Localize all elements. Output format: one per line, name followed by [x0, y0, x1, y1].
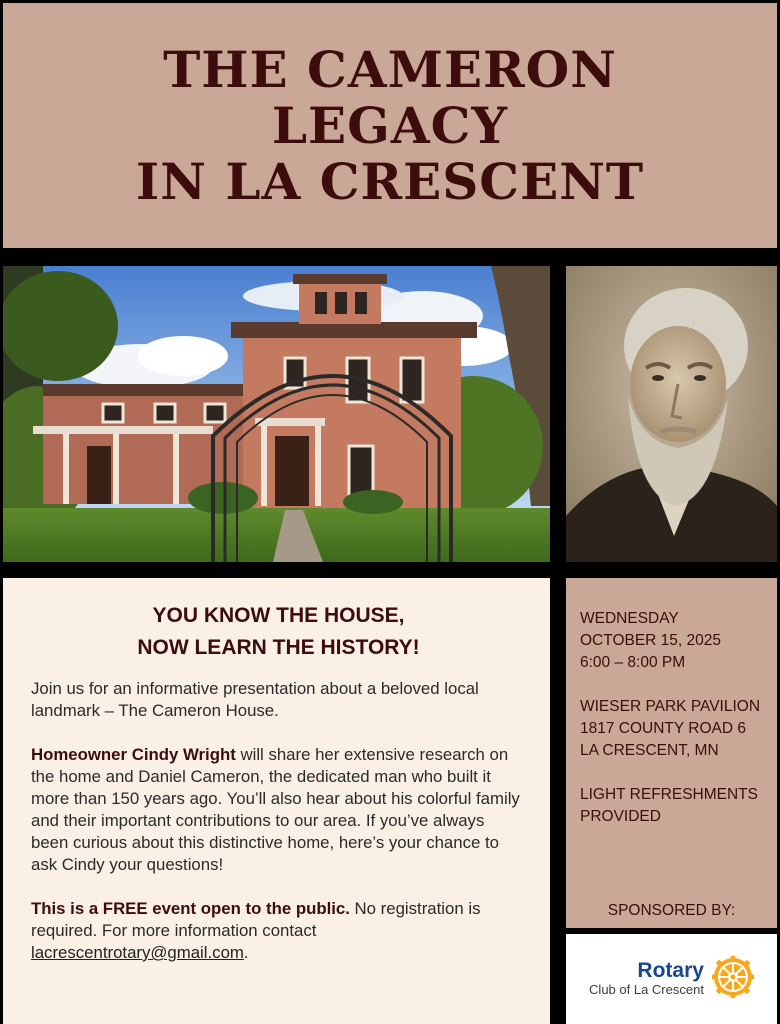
event-date: OCTOBER 15, 2025	[580, 632, 722, 649]
sponsored-by-label: SPONSORED BY:	[607, 902, 736, 919]
refreshments-line-1: LIGHT REFRESHMENTS	[580, 786, 758, 803]
rotary-wheel-icon	[712, 956, 754, 1003]
refreshments-note	[580, 784, 765, 828]
venue-name: WIESER PARK PAVILION	[580, 698, 761, 715]
contact-email-link[interactable]: lacrescentrotary@gmail.com	[31, 943, 244, 962]
event-time: 6:00 – 8:00 PM	[580, 654, 686, 671]
homeowner-paragraph	[31, 744, 526, 876]
headline	[31, 600, 526, 664]
headline-line-2: NOW LEARN THE HISTORY!	[137, 636, 420, 659]
homeowner-name: Homeowner Cindy Wright	[31, 745, 236, 764]
rotary-wordmark	[589, 960, 704, 998]
event-datetime	[580, 608, 765, 674]
registration-text: No registration is required. For more information contact	[31, 899, 481, 940]
venue-street: 1817 COUNTY ROAD 6	[580, 720, 746, 737]
free-event-paragraph	[31, 898, 526, 964]
refreshments-line-2: PROVIDED	[580, 808, 661, 825]
event-location	[580, 696, 765, 762]
title-line-2: LEGACY	[271, 95, 509, 155]
event-info-panel	[566, 578, 777, 928]
daniel-cameron-portrait	[566, 266, 777, 562]
rotary-name: Rotary	[637, 959, 704, 982]
title-line-1: THE CAMERON	[163, 39, 617, 99]
event-description-panel	[3, 578, 550, 1024]
title-line-3: IN LA CRESCENT	[135, 151, 645, 211]
email-period: .	[243, 943, 249, 962]
homeowner-text: will share her extensive research on the home and Daniel Cameron, the dedicated man who built it more than 150 years ago. You’ll also hear about his colorful family and their important contributions to our area. If you’ve always been curious about this distinctive home, here’s your chance to ask Cindy your questions!	[31, 745, 520, 874]
cameron-house-photo	[3, 266, 550, 562]
event-day: WEDNESDAY	[580, 610, 679, 627]
title-band	[3, 3, 777, 248]
rotary-club-name: Club of La Crescent	[589, 982, 704, 997]
intro-paragraph: Join us for an informative presentation about a beloved local landmark – The Cameron House.	[31, 679, 479, 720]
sponsor-logo	[566, 934, 777, 1024]
venue-city: LA CRESCENT, MN	[580, 742, 719, 759]
free-event-notice: This is a FREE event open to the public.	[31, 899, 350, 918]
headline-line-1: YOU KNOW THE HOUSE,	[152, 604, 405, 627]
